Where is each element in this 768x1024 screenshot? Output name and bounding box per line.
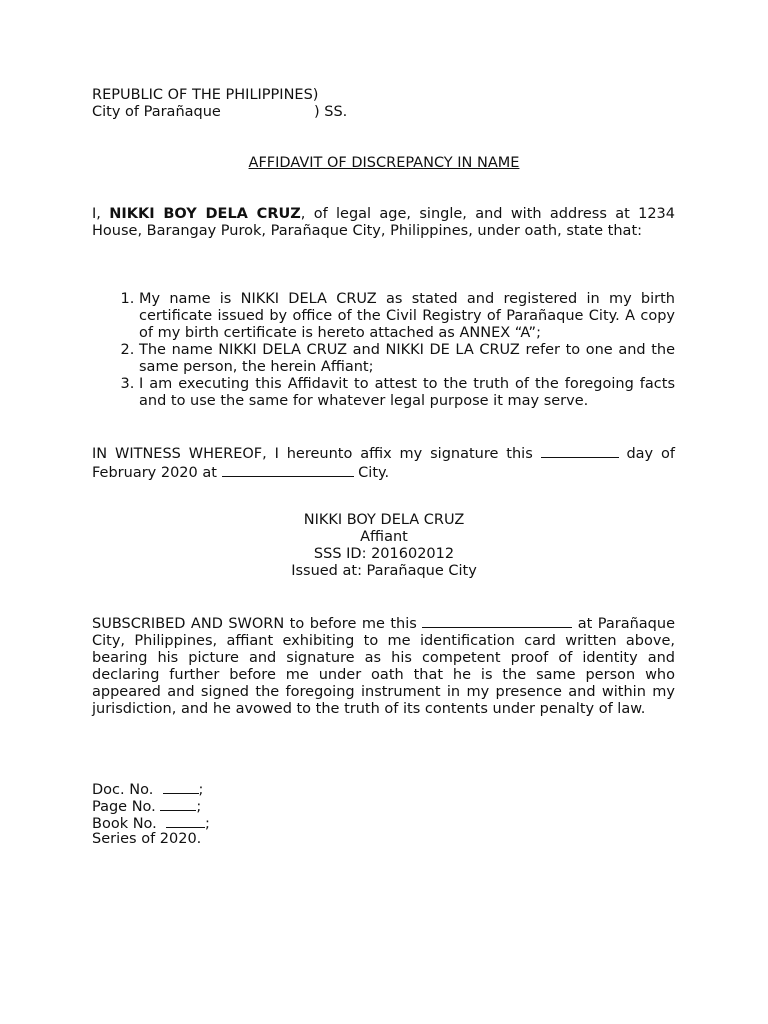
affiant-block (0, 512, 768, 580)
list-item: 3. I am executing this Affidavit to attest to the truth of the foregoing facts and to use the same for whatever legal purpose it may serve. (139, 376, 675, 410)
document-title: AFFIDAVIT OF DISCREPANCY IN NAME (248, 155, 520, 171)
jurat-text-2: at Parañaque City, Philippines, affiant exhibiting to me identification card written above, bearing his picture and signature as his competent proof of identity and declaring further before me under oath that he is the same person who appeared and signed the foregoing instrument in my presence and within my jurisdiction, and he avowed to the truth of its contents under penalty of law. (92, 616, 675, 717)
jurat-text-1: SUBSCRIBED AND SWORN to before me this (92, 616, 423, 632)
date-blank (422, 614, 572, 628)
witness-text-1: IN WITNESS WHEREOF, I hereunto affix my signature this (92, 446, 541, 462)
city-blank (222, 463, 354, 477)
page-no-label: Page No. (92, 799, 156, 815)
intro-paragraph (92, 206, 675, 240)
doc-no-blank (163, 780, 199, 794)
book-no-terminator: ; (205, 816, 210, 832)
list-item: 2. The name NIKKI DELA CRUZ and NIKKI DE LA CRUZ refer to one and the same person, the herein Affiant; (139, 342, 675, 376)
affiant-name: NIKKI BOY DELA CRUZ (303, 512, 465, 528)
page-no-terminator: ; (196, 799, 202, 815)
republic-line: REPUBLIC OF THE PHILIPPINES) (92, 87, 319, 103)
affiant-sss-id: SSS ID: 201602012 (313, 546, 455, 562)
city-line: City of Parañaque (92, 104, 221, 120)
affiant-issued-at: Issued at: Parañaque City (291, 563, 477, 579)
statement-list (92, 291, 675, 410)
book-no-label: Book No. (92, 816, 157, 832)
ss-label: ) SS. (314, 104, 348, 120)
witness-text-3: City. (353, 465, 390, 481)
witness-paragraph (92, 444, 675, 482)
witness-text-2: day of February 2020 at (92, 446, 675, 481)
page-no-blank (160, 797, 196, 811)
intro-rest: , of legal age, single, and with address at 1234 House, Barangay Purok, Parañaque City, Philippines, under oath, state that: (92, 206, 675, 239)
affiant-role: Affiant (360, 529, 408, 545)
jurat-paragraph (92, 614, 675, 718)
affiant-name-bold: NIKKI BOY DELA CRUZ (109, 206, 301, 222)
list-item: 1. My name is NIKKI DELA CRUZ as stated and registered in my birth certificate issued by office of the Civil Registry of Parañaque City. A copy of my birth certificate is hereto attached as ANNEX “A”; (139, 291, 675, 342)
intro-prefix: I, (92, 206, 110, 222)
doc-no-label: Doc. No. (92, 782, 154, 798)
series-line: Series of 2020. (92, 831, 202, 847)
day-blank (541, 444, 619, 458)
book-no-blank (166, 814, 205, 828)
doc-no-terminator: ; (198, 782, 204, 798)
